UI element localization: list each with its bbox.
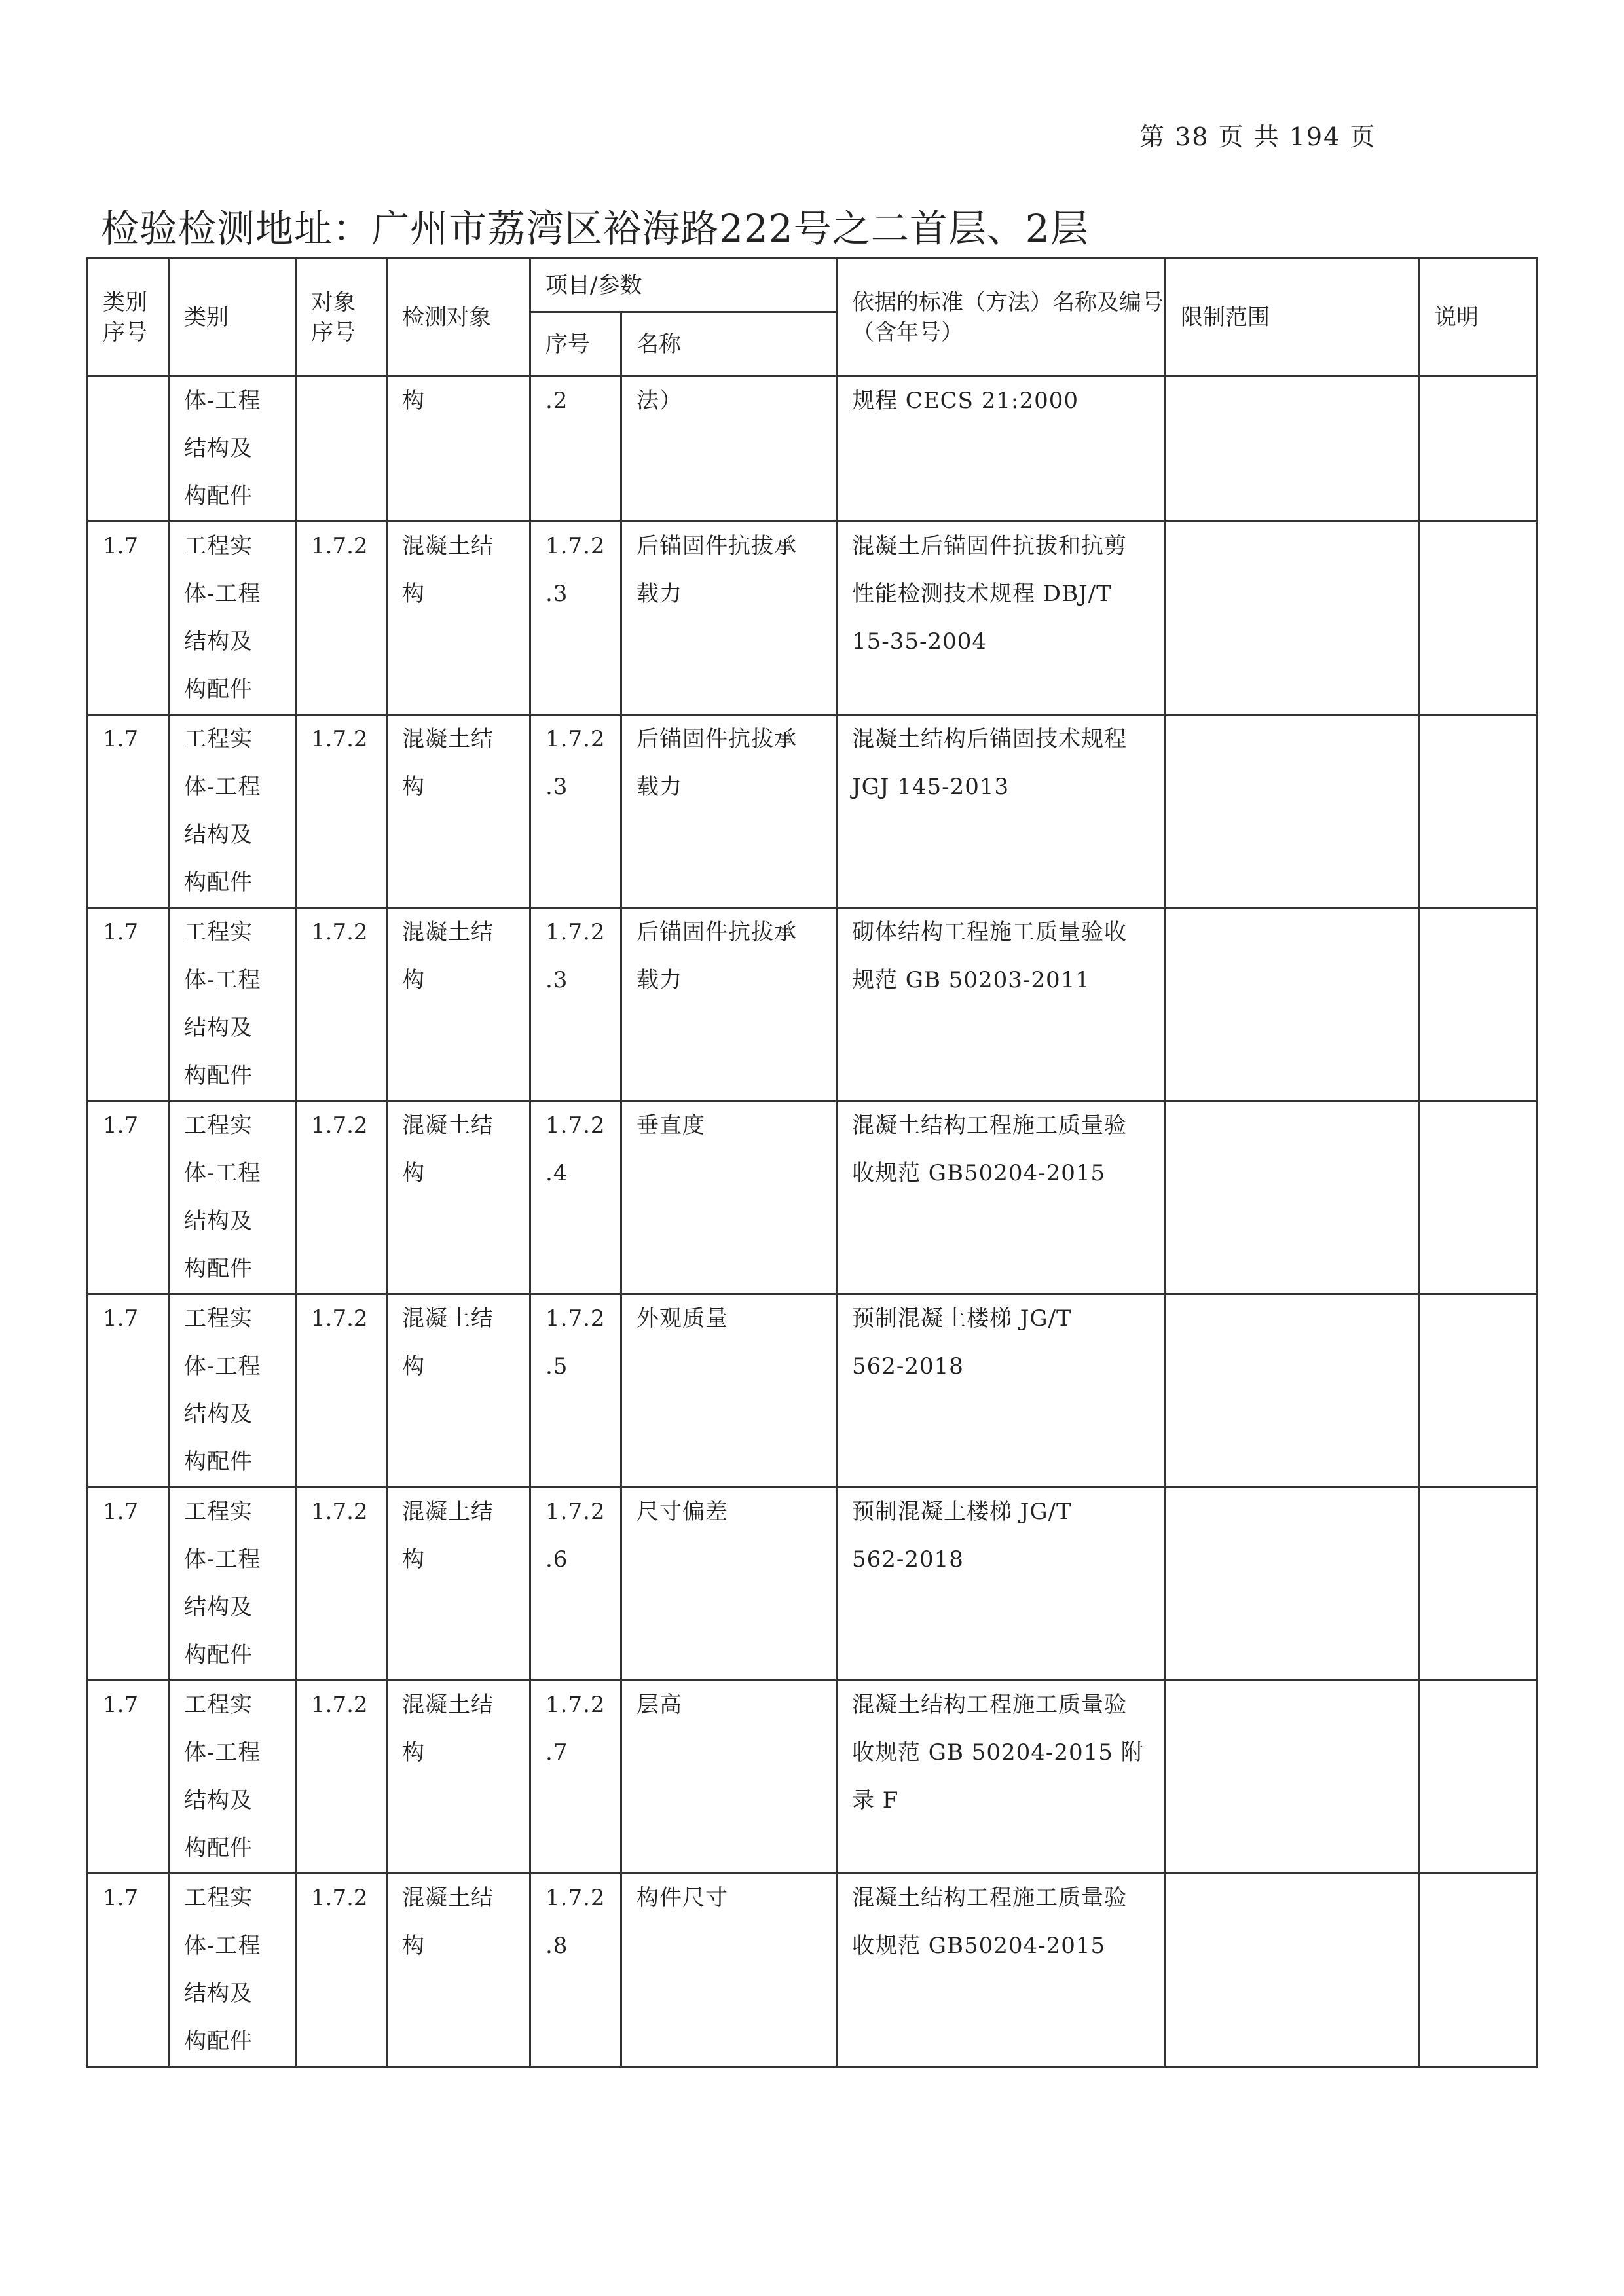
header-object-no: 对象 序号 bbox=[296, 259, 387, 376]
cell-object-no: 1.7.2 bbox=[296, 522, 387, 715]
cell-note bbox=[1419, 908, 1538, 1101]
header-item-param: 项目/参数 bbox=[530, 259, 837, 312]
cell-category-no: 1.7 bbox=[88, 1681, 169, 1874]
cell-category: 工程实 体-工程 结构及 构配件 bbox=[169, 908, 296, 1101]
cell-standard: 混凝土结构工程施工质量验 收规范 GB50204-2015 bbox=[837, 1101, 1166, 1294]
table-row bbox=[88, 715, 1538, 908]
cell-item-name: 法） bbox=[621, 376, 837, 522]
cell-object-no: 1.7.2 bbox=[296, 1487, 387, 1681]
cell-category-no: 1.7 bbox=[88, 1294, 169, 1487]
cell-item-name: 构件尺寸 bbox=[621, 1874, 837, 2067]
cell-limit bbox=[1166, 1294, 1419, 1487]
table-row bbox=[88, 1874, 1538, 2067]
cell-category: 工程实 体-工程 结构及 构配件 bbox=[169, 1874, 296, 2067]
cell-standard: 预制混凝土楼梯 JG/T 562-2018 bbox=[837, 1487, 1166, 1681]
cell-category-no: 1.7 bbox=[88, 1874, 169, 2067]
cell-note bbox=[1419, 1874, 1538, 2067]
cell-object-no: 1.7.2 bbox=[296, 1101, 387, 1294]
header-item-no: 序号 bbox=[530, 312, 621, 376]
cell-limit bbox=[1166, 715, 1419, 908]
table-row bbox=[88, 376, 1538, 522]
cell-limit bbox=[1166, 522, 1419, 715]
cell-note bbox=[1419, 376, 1538, 522]
cell-category-no: 1.7 bbox=[88, 715, 169, 908]
cell-object: 混凝土结 构 bbox=[387, 1294, 530, 1487]
cell-item-no: .2 bbox=[530, 376, 621, 522]
cell-limit bbox=[1166, 908, 1419, 1101]
cell-item-name: 后锚固件抗拔承 载力 bbox=[621, 522, 837, 715]
cell-category-no: 1.7 bbox=[88, 908, 169, 1101]
cell-note bbox=[1419, 1101, 1538, 1294]
cell-category: 工程实 体-工程 结构及 构配件 bbox=[169, 522, 296, 715]
table-row bbox=[88, 1101, 1538, 1294]
table-row bbox=[88, 1487, 1538, 1681]
cell-item-no: 1.7.2 .8 bbox=[530, 1874, 621, 2067]
cell-note bbox=[1419, 1294, 1538, 1487]
cell-note bbox=[1419, 715, 1538, 908]
cell-category-no: 1.7 bbox=[88, 522, 169, 715]
table-body bbox=[88, 376, 1538, 2067]
cell-item-no: 1.7.2 .5 bbox=[530, 1294, 621, 1487]
cell-standard: 规程 CECS 21:2000 bbox=[837, 376, 1166, 522]
cell-object-no: 1.7.2 bbox=[296, 1681, 387, 1874]
cell-note bbox=[1419, 522, 1538, 715]
cell-limit bbox=[1166, 1681, 1419, 1874]
cell-item-name: 后锚固件抗拔承 载力 bbox=[621, 715, 837, 908]
header-object: 检测对象 bbox=[387, 259, 530, 376]
cell-object: 混凝土结 构 bbox=[387, 715, 530, 908]
cell-limit bbox=[1166, 1874, 1419, 2067]
cell-object: 构 bbox=[387, 376, 530, 522]
cell-item-no: 1.7.2 .4 bbox=[530, 1101, 621, 1294]
cell-object-no: 1.7.2 bbox=[296, 1874, 387, 2067]
cell-object-no: 1.7.2 bbox=[296, 908, 387, 1101]
cell-category: 工程实 体-工程 结构及 构配件 bbox=[169, 715, 296, 908]
table-row bbox=[88, 522, 1538, 715]
cell-standard: 混凝土结构工程施工质量验 收规范 GB50204-2015 bbox=[837, 1874, 1166, 2067]
cell-object: 混凝土结 构 bbox=[387, 1874, 530, 2067]
header-category: 类别 bbox=[169, 259, 296, 376]
table-row bbox=[88, 908, 1538, 1101]
cell-object: 混凝土结 构 bbox=[387, 1681, 530, 1874]
cell-object-no: 1.7.2 bbox=[296, 715, 387, 908]
cell-item-no: 1.7.2 .6 bbox=[530, 1487, 621, 1681]
cell-standard: 混凝土结构后锚固技术规程 JGJ 145-2013 bbox=[837, 715, 1166, 908]
cell-category-no: 1.7 bbox=[88, 1487, 169, 1681]
cell-object-no bbox=[296, 376, 387, 522]
cell-object: 混凝土结 构 bbox=[387, 1487, 530, 1681]
cell-item-name: 后锚固件抗拔承 载力 bbox=[621, 908, 837, 1101]
table-row bbox=[88, 1294, 1538, 1487]
cell-item-no: 1.7.2 .3 bbox=[530, 715, 621, 908]
cell-standard: 砌体结构工程施工质量验收 规范 GB 50203-2011 bbox=[837, 908, 1166, 1101]
cell-limit bbox=[1166, 376, 1419, 522]
cell-item-no: 1.7.2 .3 bbox=[530, 908, 621, 1101]
header-category-no: 类别 序号 bbox=[88, 259, 169, 376]
cell-category: 工程实 体-工程 结构及 构配件 bbox=[169, 1681, 296, 1874]
cell-item-name: 层高 bbox=[621, 1681, 837, 1874]
cell-standard: 混凝土结构工程施工质量验 收规范 GB 50204-2015 附录 F bbox=[837, 1681, 1166, 1874]
header-note: 说明 bbox=[1419, 259, 1538, 376]
cell-item-name: 尺寸偏差 bbox=[621, 1487, 837, 1681]
cell-object-no: 1.7.2 bbox=[296, 1294, 387, 1487]
cell-standard: 混凝土后锚固件抗拔和抗剪 性能检测技术规程 DBJ/T 15-35-2004 bbox=[837, 522, 1166, 715]
cell-note bbox=[1419, 1487, 1538, 1681]
cell-item-no: 1.7.2 .3 bbox=[530, 522, 621, 715]
cell-category-no: 1.7 bbox=[88, 1101, 169, 1294]
cell-object: 混凝土结 构 bbox=[387, 522, 530, 715]
cell-category: 体-工程 结构及 构配件 bbox=[169, 376, 296, 522]
cell-item-name: 外观质量 bbox=[621, 1294, 837, 1487]
cell-category: 工程实 体-工程 结构及 构配件 bbox=[169, 1294, 296, 1487]
testing-scope-table bbox=[86, 257, 1538, 2068]
cell-limit bbox=[1166, 1487, 1419, 1681]
cell-category: 工程实 体-工程 结构及 构配件 bbox=[169, 1487, 296, 1681]
cell-item-name: 垂直度 bbox=[621, 1101, 837, 1294]
cell-item-no: 1.7.2 .7 bbox=[530, 1681, 621, 1874]
header-limit: 限制范围 bbox=[1166, 259, 1419, 376]
cell-limit bbox=[1166, 1101, 1419, 1294]
table-row bbox=[88, 1681, 1538, 1874]
header-standard: 依据的标准（方法）名称及编号（含年号） bbox=[837, 259, 1166, 376]
header-item-name: 名称 bbox=[621, 312, 837, 376]
cell-object: 混凝土结 构 bbox=[387, 1101, 530, 1294]
cell-object: 混凝土结 构 bbox=[387, 908, 530, 1101]
testing-address-heading: 检验检测地址：广州市荔湾区裕海路222号之二首层、2层 bbox=[101, 206, 1089, 251]
cell-standard: 预制混凝土楼梯 JG/T 562-2018 bbox=[837, 1294, 1166, 1487]
page-number: 第 38 页 共 194 页 bbox=[1139, 122, 1376, 151]
cell-category-no bbox=[88, 376, 169, 522]
cell-note bbox=[1419, 1681, 1538, 1874]
cell-category: 工程实 体-工程 结构及 构配件 bbox=[169, 1101, 296, 1294]
table-header bbox=[88, 259, 1538, 376]
